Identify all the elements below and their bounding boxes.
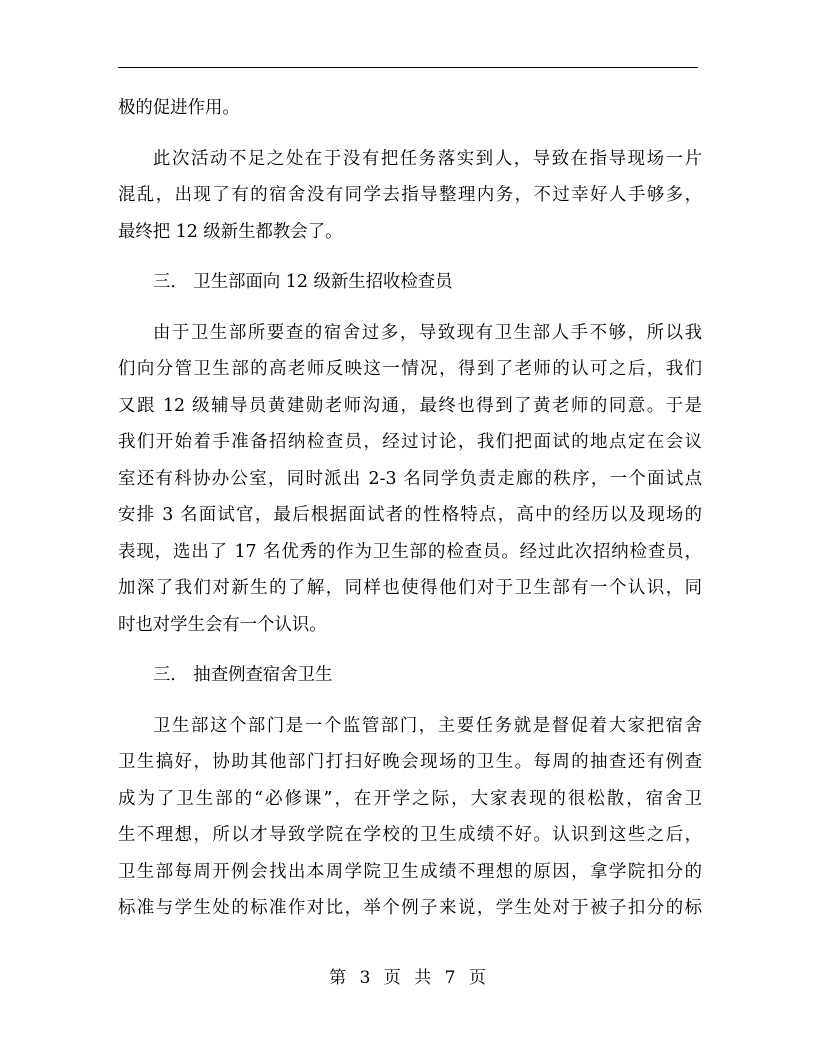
section-heading: 三． 卫生部面向 12 级新生招收检查员 — [153, 272, 453, 292]
text-line: 由于卫生部所要查的宿舍过多，导致现有卫生部人手不够，所以我 — [153, 322, 702, 343]
paragraph-1 — [118, 90, 702, 127]
document-body — [118, 90, 702, 927]
text-line: 表现，选出了 17 名优秀的作为卫生部的检查员。经过此次招纳检查员， — [118, 541, 702, 562]
paragraph-2 — [118, 141, 702, 251]
text-line: 卫生搞好，协助其他部门打扫好晚会现场的卫生。每周的抽查还有例查 — [118, 752, 702, 772]
text-line: 此次活动不足之处在于没有把任务落实到人，导致在指导现场一片 — [153, 148, 702, 169]
paragraph-4 — [118, 708, 702, 927]
text-line: 们向分管卫生部的高老师反映这一情况，得到了老师的认可之后，我们 — [118, 359, 702, 379]
text-line: 极的促进作用。 — [118, 98, 240, 118]
text-line: 最终把 12 级新生都教会了。 — [118, 221, 343, 242]
header-rule — [118, 67, 698, 68]
paragraph-3 — [118, 315, 702, 644]
text-line: 安排 3 名面试官，最后根据面试者的性格特点，高中的经历以及现场的 — [118, 505, 702, 525]
text-line: 生不理想，所以才导致学院在学校的卫生成绩不好。认识到这些之后， — [118, 825, 702, 845]
text-line: 加深了我们对新生的了解，同样也使得他们对于卫生部有一个认识，同 — [118, 578, 702, 598]
text-line: 时也对学生会有一个认识。 — [118, 614, 327, 635]
text-line: 标准与学生处的标准作对比，举个例子来说，学生处对于被子扣分的标 — [118, 898, 702, 918]
text-line: 成为了卫生部的“必修课”，在开学之际，大家表现的很松散，宿舍卫 — [118, 788, 702, 809]
text-line: 卫生部每周开例会找出本周学院卫生成绩不理想的原因，拿学院扣分的 — [118, 861, 702, 882]
text-line: 又跟 12 级辅导员黄建勋老师沟通，最终也得到了黄老师的同意。于是 — [118, 395, 702, 416]
text-line: 室还有科协办公室，同时派出 2-3 名同学负责走廊的秩序，一个面试点 — [118, 468, 702, 489]
text-line: 卫生部这个部门是一个监管部门，主要任务就是督促着大家把宿舍 — [153, 715, 702, 736]
text-line: 混乱，出现了有的宿舍没有同学去指导整理内务，不过幸好人手够多， — [118, 185, 702, 205]
text-line: 我们开始着手准备招纳检查员，经过讨论，我们把面试的地点定在会议 — [118, 432, 702, 452]
page-number: 第 3 页 共 7 页 — [329, 968, 487, 988]
section-heading: 三． 抽查例查宿舍卫生 — [153, 665, 333, 685]
